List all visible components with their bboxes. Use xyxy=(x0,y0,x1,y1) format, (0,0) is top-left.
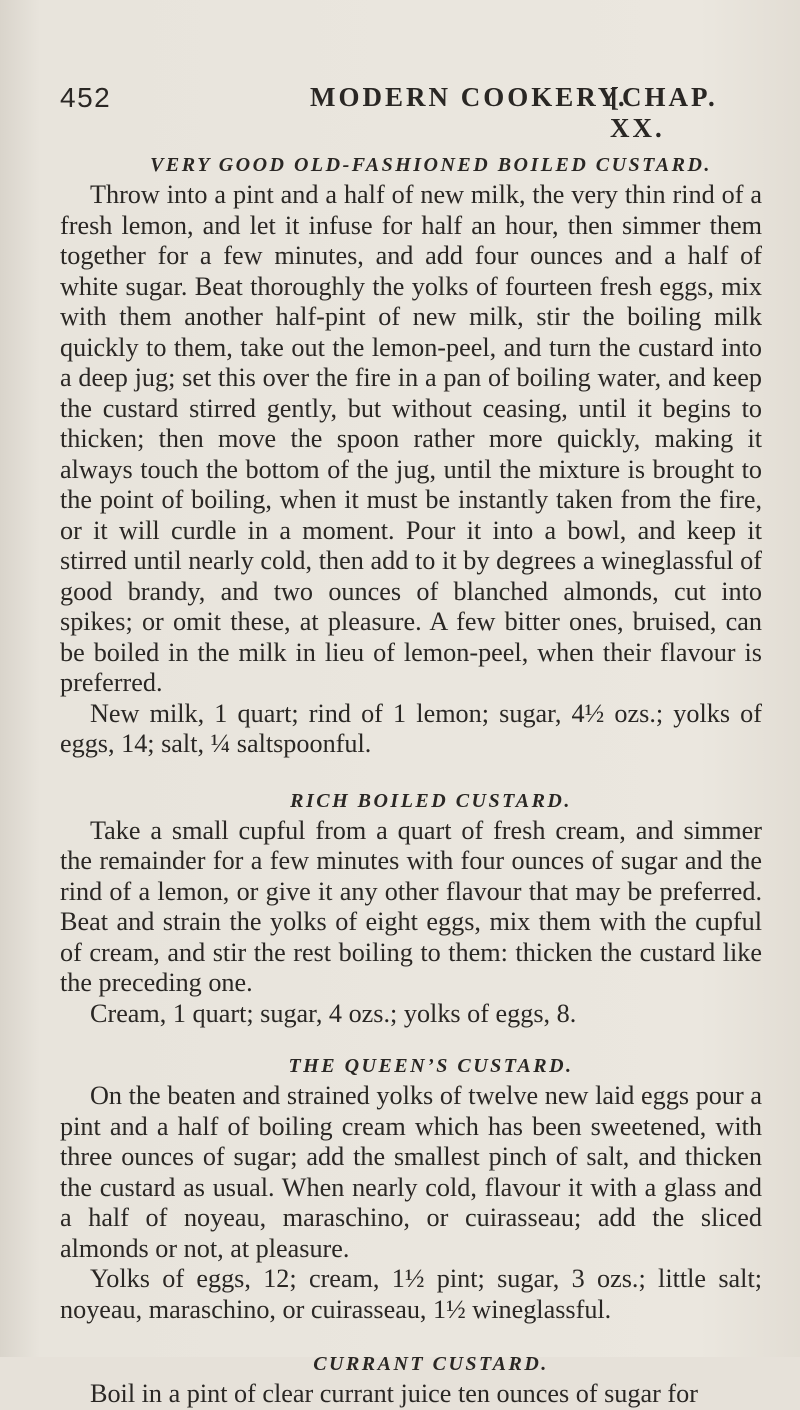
recipe-body: Boil in a pint of clear currant juice ten ounces of sugar for xyxy=(90,1379,698,1408)
page-content xyxy=(60,150,762,1410)
recipe-queens-custard xyxy=(60,1051,762,1325)
recipe-body: On the beaten and strained yolks of twelve new laid eggs pour a pint and a half of boiling cream which has been sweetened, with three ounces of sugar; add the smallest pinch of salt, and thicken the custard as usual. When nearly cold, flavour it with a glass and a half of noyeau, maraschino, or cuirasseau; add the sliced almonds or not, at pleasure. xyxy=(60,1081,762,1263)
chapter-label: [CHAP. XX. xyxy=(610,82,718,143)
recipe-title: THE QUEEN’S CUSTARD. xyxy=(288,1055,574,1077)
recipe-ingredients: New milk, 1 quart; rind of 1 lemon; sugar, 4½ ozs.; yolks of eggs, 14; salt, ¼ saltspoonful. xyxy=(60,698,762,758)
recipe-ingredients: Cream, 1 quart; sugar, 4 ozs.; yolks of eggs, 8. xyxy=(90,998,577,1028)
running-header xyxy=(60,82,760,143)
recipe-body: Throw into a pint and a half of new milk, the very thin rind of a fresh lemon, and let it infuse for half an hour, then simmer them together for a few minutes, and add four ounces and a half of white sugar. Beat thoroughly the yolks of fourteen fresh eggs, mix with them another half-pint of new milk, stir the boiling milk quickly to them, take out the lemon-peel, and turn the custard into a deep jug; set this over the fire in a pan of boiling water, and keep the custard stirred gently, but without ceasing, until it begins to thicken; then move the spoon rather more quickly, making it always touch the bottom of the jug, until the mixture is brought to the point of boiling, when it must be instantly taken from the fire, or it will curdle in a moment. Pour it into a bowl, and keep it stirred until nearly cold, then add to it by degrees a wineglassful of good brandy, and two ounces of blanched almonds, cut into spikes; or omit these, at pleasure. A few bitter ones, bruised, can be boiled in the milk in lieu of lemon-peel, when their flavour is preferred. xyxy=(60,180,762,697)
recipe-title: RICH BOILED CUSTARD. xyxy=(290,789,572,812)
recipe-title: VERY GOOD OLD-FASHIONED BOILED CUSTARD. xyxy=(150,154,712,176)
recipe-old-fashioned-boiled-custard xyxy=(60,150,762,760)
running-title: MODERN COOKERY. xyxy=(310,82,628,112)
recipe-ingredients: Yolks of eggs, 12; cream, 1½ pint; sugar, 3 ozs.; little salt; noyeau, maraschino, or cuirasseau, 1½ wineglassful. xyxy=(60,1264,762,1324)
section-spacer xyxy=(60,760,762,786)
recipe-body: Take a small cupful from a quart of fresh cream, and simmer the remainder for a few minutes with four ounces of sugar and the rind of a lemon, or give it any other flavour that may be preferred. Beat and strain the yolks of eight eggs, mix them with the cupful of cream, and stir the rest boiling to them: thicken the custard like the preceding one. xyxy=(60,815,762,997)
page-number: 452 xyxy=(60,82,112,113)
recipe-title: CURRANT CUSTARD. xyxy=(313,1353,549,1375)
section-spacer xyxy=(60,1029,762,1051)
section-spacer xyxy=(60,1325,762,1349)
recipe-currant-custard xyxy=(60,1349,762,1410)
recipe-rich-boiled-custard xyxy=(60,786,762,1030)
